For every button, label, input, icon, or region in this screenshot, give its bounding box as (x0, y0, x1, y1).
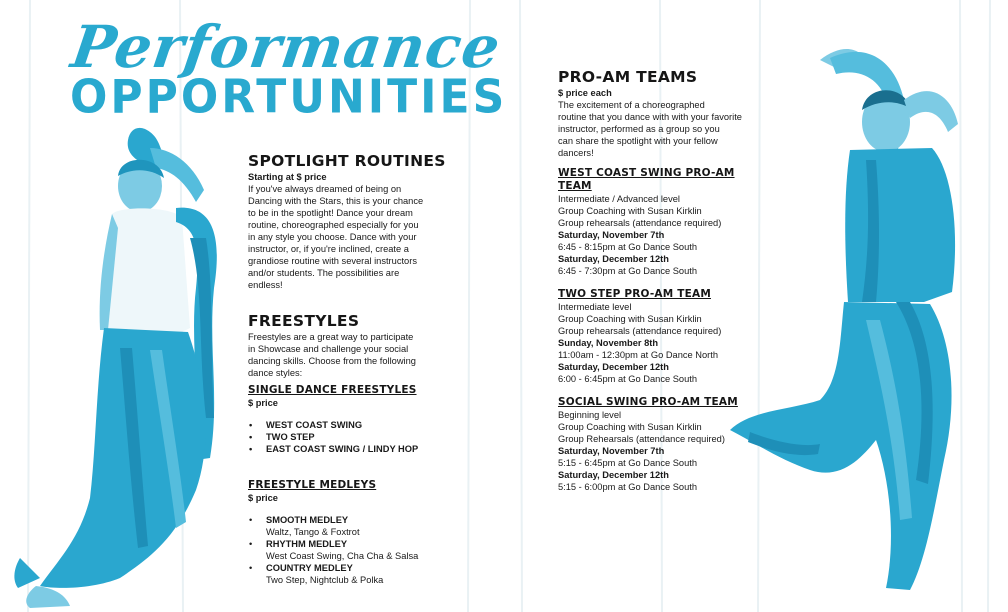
freestyle-medleys-heading: FREESTYLE MEDLEYS (248, 479, 377, 491)
spotlight-price: Starting at $ price (248, 172, 327, 182)
spotlight-body-line: endless! (248, 280, 283, 290)
medley-detail: West Coast Swing, Cha Cha & Salsa (266, 551, 419, 561)
team-line: 5:15 - 6:00pm at Go Dance South (558, 482, 698, 492)
proam-body-line: can share the spotlight with your fellow (558, 136, 718, 146)
team-line: 11:00am - 12:30pm at Go Dance North (558, 350, 719, 360)
freestyle-medleys-list (248, 514, 458, 586)
medley-detail: Two Step, Nightclub & Polka (266, 575, 384, 585)
list-item (248, 514, 458, 538)
freestyles-section (248, 312, 458, 586)
woman-dancer-image (0, 118, 250, 612)
team-line: 6:45 - 7:30pm at Go Dance South (558, 266, 698, 276)
proam-section (558, 68, 758, 493)
freestyles-body-line: dancing skills. Choose from the following (248, 356, 416, 366)
team-date: Saturday, December 12th (558, 254, 669, 264)
spotlight-section (248, 152, 458, 291)
team-heading: WEST COAST SWING PRO-AM TEAM (558, 167, 735, 192)
team-heading: SOCIAL SWING PRO-AM TEAM (558, 396, 738, 408)
team-line: Intermediate / Advanced level (558, 194, 680, 204)
team-line: Group Coaching with Susan Kirklin (558, 206, 702, 216)
proam-body-line: dancers! (558, 148, 594, 158)
spotlight-body-line: If you've always dreamed of being on (248, 184, 402, 194)
team-line: Beginning level (558, 410, 622, 420)
team-heading: TWO STEP PRO-AM TEAM (558, 288, 711, 300)
team-date: Sunday, November 8th (558, 338, 659, 348)
freestyles-body-line: Freestyles are a great way to participate (248, 332, 414, 342)
team-block (558, 396, 758, 493)
team-line: Intermediate level (558, 302, 632, 312)
spotlight-body-line: instructor, or, if you're inclined, create a (248, 244, 409, 254)
team-line: Group Coaching with Susan Kirklin (558, 314, 702, 324)
proam-body (558, 99, 758, 159)
team-date: Saturday, December 12th (558, 362, 669, 372)
team-date: Saturday, November 7th (558, 446, 665, 456)
spotlight-body-line: routine, choreographed especially for you (248, 220, 419, 230)
team-line: Group Coaching with Susan Kirklin (558, 422, 702, 432)
spotlight-body-line: in any style you choose. Dance with your (248, 232, 417, 242)
freestyles-body (248, 331, 458, 379)
title-script: Performance (67, 13, 505, 81)
spotlight-body (248, 183, 458, 291)
team-line: 5:15 - 6:45pm at Go Dance South (558, 458, 698, 468)
medley-name: • RHYTHM MEDLEY (266, 539, 348, 549)
list-item: • WEST COAST SWING (248, 419, 458, 431)
proam-price: $ price each (558, 88, 612, 98)
team-line: Group rehearsals (attendance required) (558, 326, 722, 336)
list-item: • TWO STEP (248, 431, 458, 443)
proam-body-line: The excitement of a choreographed (558, 100, 705, 110)
proam-body-line: instructor, performed as a group so you (558, 124, 720, 134)
title-block: OPPORTUNITIES (70, 70, 508, 125)
team-block (558, 288, 758, 385)
freestyles-body-line: dance styles: (248, 368, 303, 378)
medley-name: • SMOOTH MEDLEY (266, 515, 349, 525)
team-date: Saturday, November 7th (558, 230, 665, 240)
proam-body-line: routine that you dance with with your favorite (558, 112, 742, 122)
spotlight-body-line: grandiose routine with several instructors (248, 256, 417, 266)
freestyle-medleys-price: $ price (248, 493, 278, 503)
team-line: 6:00 - 6:45pm at Go Dance South (558, 374, 698, 384)
single-freestyles-price: $ price (248, 398, 278, 408)
freestyles-heading: FREESTYLES (248, 312, 360, 330)
spotlight-body-line: and/or students. The possibilities are (248, 268, 400, 278)
list-item (248, 562, 458, 586)
freestyles-body-line: in Showcase and challenge your social (248, 344, 409, 354)
list-item (248, 538, 458, 562)
team-line: Group rehearsals (attendance required) (558, 218, 722, 228)
team-line: 6:45 - 8:15pm at Go Dance South (558, 242, 698, 252)
proam-heading: PRO-AM TEAMS (558, 68, 698, 86)
single-freestyles-list (248, 419, 458, 455)
team-block (558, 167, 758, 277)
spotlight-heading: SPOTLIGHT ROUTINES (248, 152, 446, 170)
spotlight-body-line: Dancing with the Stars, this is your chance (248, 196, 424, 206)
team-line: Group Rehearsals (attendance required) (558, 434, 725, 444)
medley-name: • COUNTRY MEDLEY (266, 563, 353, 573)
spotlight-body-line: to be in the spotlight! Dance your dream (248, 208, 413, 218)
single-freestyles-heading: SINGLE DANCE FREESTYLES (248, 384, 417, 396)
list-item: • EAST COAST SWING / LINDY HOP (248, 443, 458, 455)
medley-detail: Waltz, Tango & Foxtrot (266, 527, 360, 537)
team-date: Saturday, December 12th (558, 470, 669, 480)
